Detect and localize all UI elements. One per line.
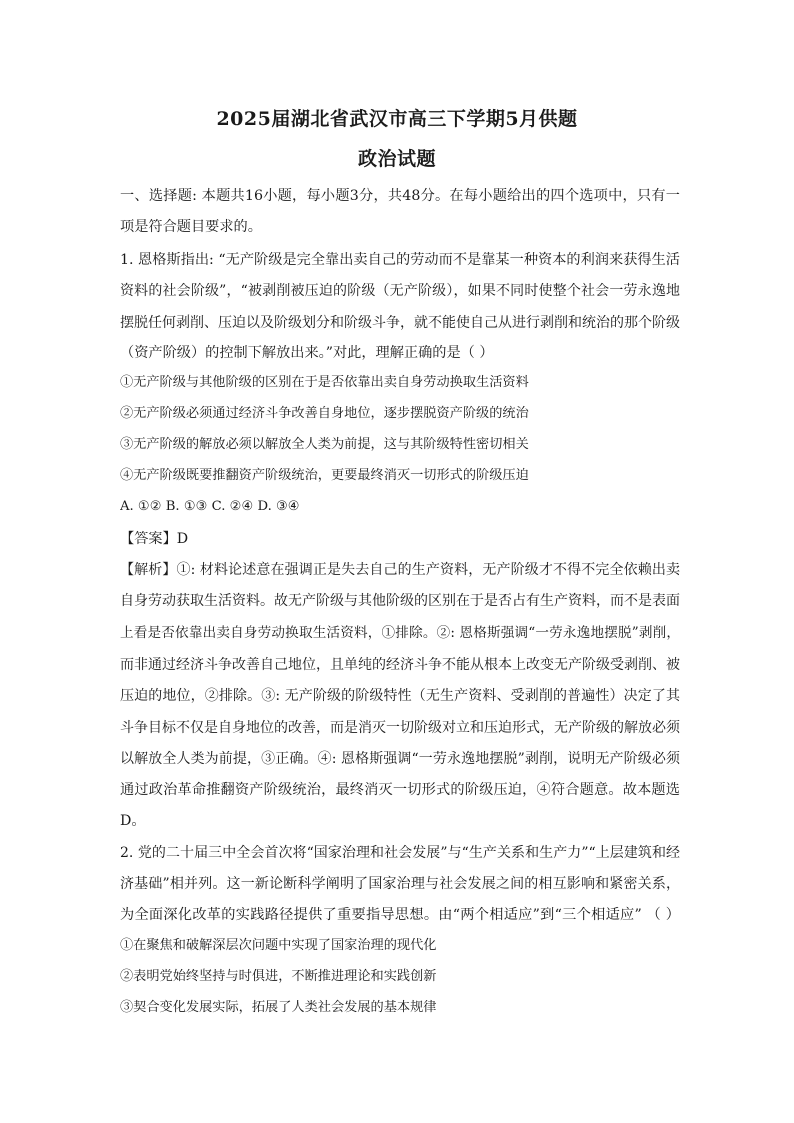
q1-answer: 【答案】D bbox=[120, 531, 189, 547]
q1-analysis-line: 通过政治革命推翻资产阶级统治，最终消灭一切形式的阶级压迫，④符合题意。故本题选 bbox=[120, 782, 680, 798]
q1-option: ④无产阶级既要推翻资产阶级统治，更要最终消灭一切形式的阶级压迫 bbox=[120, 468, 529, 483]
q2-option: ②表明党始终坚持与时俱进，不断推进理论和实践创新 bbox=[120, 969, 437, 984]
q1-analysis-line: 斗争目标不仅是自身地位的改善，而是消灭一切阶级对立和压迫形式，无产阶级的解放必须 bbox=[120, 720, 680, 736]
document-subtitle: 政治试题 bbox=[357, 148, 436, 170]
q1-stem-line: 1. 恩格斯指出: “无产阶级是完全靠出卖自己的劳动而不是靠某一种资本的利润来获得生活 bbox=[120, 252, 680, 268]
q1-analysis-line: 上看是否依靠出卖自身劳动换取生活资料，①排除。②: 恩格斯强调“一劳永逸地摆脱”剥削， bbox=[120, 625, 680, 641]
q1-analysis-line: 【解析】①: 材料论述意在强调正是失去自己的生产资料，无产阶级才不得不完全依赖出卖 bbox=[120, 562, 680, 578]
q1-analysis-line: D。 bbox=[120, 813, 146, 829]
q1-analysis-line: 压迫的地位，②排除。③: 无产阶级的阶级特性（无生产资料、受剥削的普遍性）决定了其 bbox=[120, 688, 680, 704]
q2-stem-line: 济基础”相并列。这一新论断科学阐明了国家治理与社会发展之间的相互影响和紧密关系， bbox=[120, 876, 680, 892]
q2-option: ③契合变化发展实际，拓展了人类社会发展的基本规律 bbox=[120, 1000, 437, 1015]
q2-option: ①在聚焦和破解深层次问题中实现了国家治理的现代化 bbox=[120, 938, 437, 953]
q1-analysis-line: 以解放全人类为前提，③正确。④: 恩格斯强调“一劳永逸地摆脱”剥削，说明无产阶级必须 bbox=[120, 751, 680, 767]
q1-option: ③无产阶级的解放必须以解放全人类为前提，这与其阶级特性密切相关 bbox=[120, 437, 529, 452]
q1-analysis-line: 自身劳动获取生活资料。故无产阶级与其他阶级的区别在于是否占有生产资料，而不是表面 bbox=[120, 593, 680, 609]
section-instruction-line-2: 项是符合题目要求的。 bbox=[120, 219, 262, 235]
document-title: 2025届湖北省武汉市高三下学期5月供题 bbox=[216, 108, 578, 130]
q1-option: ②无产阶级必须通过经济斗争改善自身地位，逐步摆脱资产阶级的统治 bbox=[120, 406, 529, 421]
q2-stem-line: 为全面深化改革的实践路径提供了重要指导思想。由“两个相适应”到“三个相适应” （ ） bbox=[120, 907, 680, 923]
q2-stem-line: 2. 党的二十届三中全会首次将“国家治理和社会发展”与“生产关系和生产力”“上层建筑和经 bbox=[120, 845, 680, 861]
q1-stem-line: 摆脱任何剥削、压迫以及阶级划分和阶级斗争，就不能使自己从进行剥削和统治的那个阶级 bbox=[120, 315, 680, 331]
q1-choices: A. ①② B. ①③ C. ②④ D. ③④ bbox=[120, 499, 300, 514]
q1-stem-line: （资产阶级）的控制下解放出来。”对此，理解正确的是（ ） bbox=[120, 345, 494, 361]
q1-analysis-line: 而非通过经济斗争改善自己地位，且单纯的经济斗争不能从根本上改变无产阶级受剥削、被 bbox=[120, 657, 680, 673]
q1-option: ①无产阶级与其他阶级的区别在于是否依靠出卖自身劳动换取生活资料 bbox=[120, 375, 529, 390]
q1-stem-line: 资料的社会阶级”，“被剥削被压迫的阶级（无产阶级），如果不同时使整个社会一劳永逸地 bbox=[120, 283, 680, 299]
section-instruction-line-1: 一、选择题: 本题共16小题，每小题3分，共48分。在每小题给出的四个选项中，只有一 bbox=[120, 188, 680, 204]
